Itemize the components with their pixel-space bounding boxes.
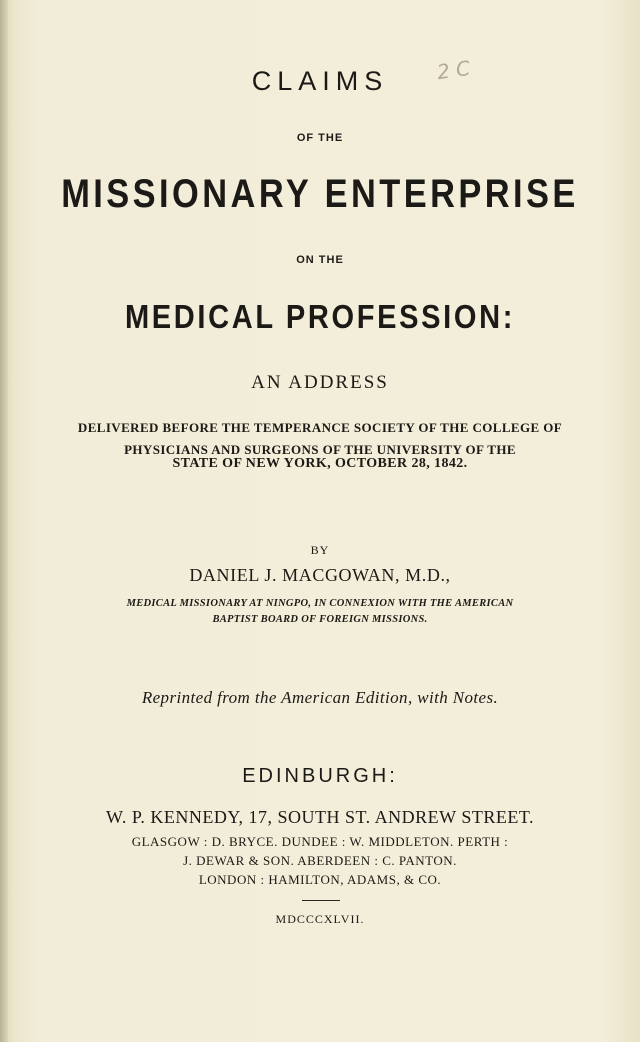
title-of-the: OF THE xyxy=(296,132,344,144)
imprint-date: MDCCCXLVII. xyxy=(275,912,365,926)
delivered-line-2: PHYSICIANS AND SURGEONS OF THE UNIVERSITY OF THE xyxy=(124,442,516,457)
author-role-line-1: MEDICAL MISSIONARY AT NINGPO, IN CONNEXION WITH THE AMERICAN xyxy=(126,598,514,609)
title-claims: CLAIMS xyxy=(251,66,389,96)
pencil-annotation: 2 C xyxy=(435,55,472,85)
title-medical-profession: MEDICAL PROFESSION: xyxy=(124,298,516,335)
delivered-line-3: STATE OF NEW YORK, OCTOBER 28, 1842. xyxy=(172,456,468,471)
author-role-line-2: BAPTIST BOARD OF FOREIGN MISSIONS. xyxy=(212,614,428,625)
author-name: DANIEL J. MACGOWAN, M.D., xyxy=(189,565,451,585)
imprint-publisher: W. P. KENNEDY, 17, SOUTH ST. ANDREW STREET. xyxy=(105,807,535,827)
imprint-agents-line-3: LONDON : HAMILTON, ADAMS, & CO. xyxy=(198,872,442,887)
by-label: BY xyxy=(310,543,330,557)
subtitle-address: AN ADDRESS xyxy=(251,372,389,393)
title-missionary-enterprise: MISSIONARY ENTERPRISE xyxy=(61,172,579,216)
divider-rule xyxy=(302,900,340,901)
imprint-city: EDINBURGH: xyxy=(242,765,398,787)
reprint-note: Reprinted from the American Edition, with Notes. xyxy=(141,688,499,707)
title-on-the: ON THE xyxy=(296,254,344,266)
imprint-agents-line-1: GLASGOW : D. BRYCE. DUNDEE : W. MIDDLETON. PERTH : xyxy=(131,834,509,849)
delivered-line-1: DELIVERED BEFORE THE TEMPERANCE SOCIETY OF THE COLLEGE OF xyxy=(77,420,563,435)
imprint-agents-line-2: J. DEWAR & SON. ABERDEEN : C. PANTON. xyxy=(183,853,457,868)
